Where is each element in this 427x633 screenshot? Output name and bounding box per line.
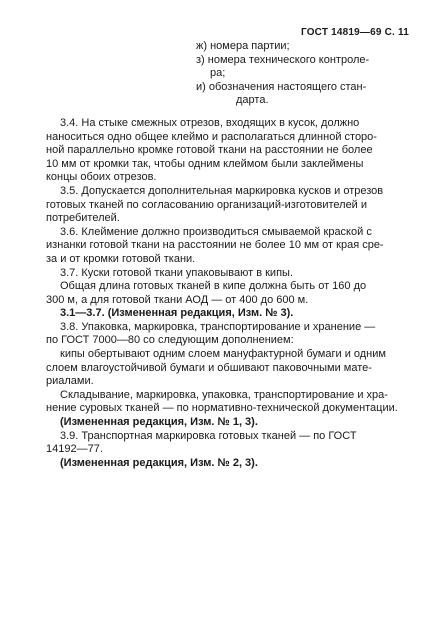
- paragraph-line: 3.7. Куски готовой ткани упаковывают в кипы.: [60, 266, 293, 279]
- paragraph-line: наноситься одно общее клеймо и располагаться длинной сторо-: [46, 130, 377, 143]
- list-item: з) номера технического контроле-: [196, 53, 370, 66]
- paragraph-line: изнанки готовой ткани на расстоянии не более 10 мм от края сре-: [46, 239, 384, 252]
- paragraph-line: 3.9. Транспортная маркировка готовых тканей — по ГОСТ: [60, 429, 357, 442]
- paragraph-line: концы обоих отрезов.: [46, 171, 157, 184]
- paragraph-line: 3.4. На стыке смежных отрезов, входящих в кусок, должно: [60, 116, 360, 129]
- page-header: ГОСТ 14819—69 С. 11: [300, 27, 409, 38]
- paragraph-line: Общая длина готовых тканей в кипе должна быть от 160 до: [60, 280, 367, 293]
- paragraph-line: слоем влагоустойчивой бумаги и обшивают паковочными мате-: [46, 361, 372, 374]
- paragraph-line: 3.6. Клеймение должно производиться смываемой краской с: [60, 225, 372, 238]
- paragraph-line: 10 мм от кромки так, чтобы одним клеймом были заклеймены: [46, 157, 364, 170]
- list-item-continuation: дарта.: [236, 94, 269, 107]
- amendment-note: 3.1—3.7. (Измененная редакция, Изм. № 3).: [60, 307, 294, 320]
- paragraph-line: 300 м, а для готовой ткани АОД — от 400 до 600 м.: [46, 293, 309, 306]
- list-item: и) обозначения настоящего стан-: [196, 80, 367, 93]
- paragraph-line: потребителей.: [46, 212, 120, 225]
- paragraph-line: кипы обертывают одним слоем мануфактурной бумаги и одним: [60, 348, 386, 361]
- paragraph-line: нение суровых тканей — по нормативно-технической документации.: [46, 402, 398, 415]
- list-item-continuation: ра;: [210, 67, 226, 80]
- amendment-note: (Измененная редакция, Изм. № 2, 3).: [60, 456, 258, 469]
- paragraph-line: [46, 185, 406, 199]
- amendment-note: (Измененная редакция, Изм. № 1, 3).: [60, 416, 258, 429]
- body-text: [46, 40, 406, 470]
- paragraph-line: за и от кромки готовой ткани.: [46, 252, 196, 265]
- paragraph-line: риалами.: [46, 375, 94, 388]
- paragraph-line: по ГОСТ 7000—80 со следующим дополнением:: [46, 334, 294, 347]
- paragraph-line-text: 3.5. Допускается дополнительная маркировка кусков и отрезов: [60, 184, 384, 197]
- paragraph-line: ной параллельно кромке готовой ткани на расстоянии не более: [46, 144, 373, 157]
- paragraph-line: Складывание, маркировка, упаковка, транспортирование и хра-: [60, 388, 388, 401]
- paragraph-line: 14192—77.: [46, 443, 103, 456]
- paragraph-line: готовых тканей по согласованию организаций-изготовителей и: [46, 198, 368, 211]
- paragraph-line: 3.8. Упаковка, маркировка, транспортирование и хранение —: [60, 320, 376, 333]
- list-item: ж) номера партии;: [196, 40, 290, 52]
